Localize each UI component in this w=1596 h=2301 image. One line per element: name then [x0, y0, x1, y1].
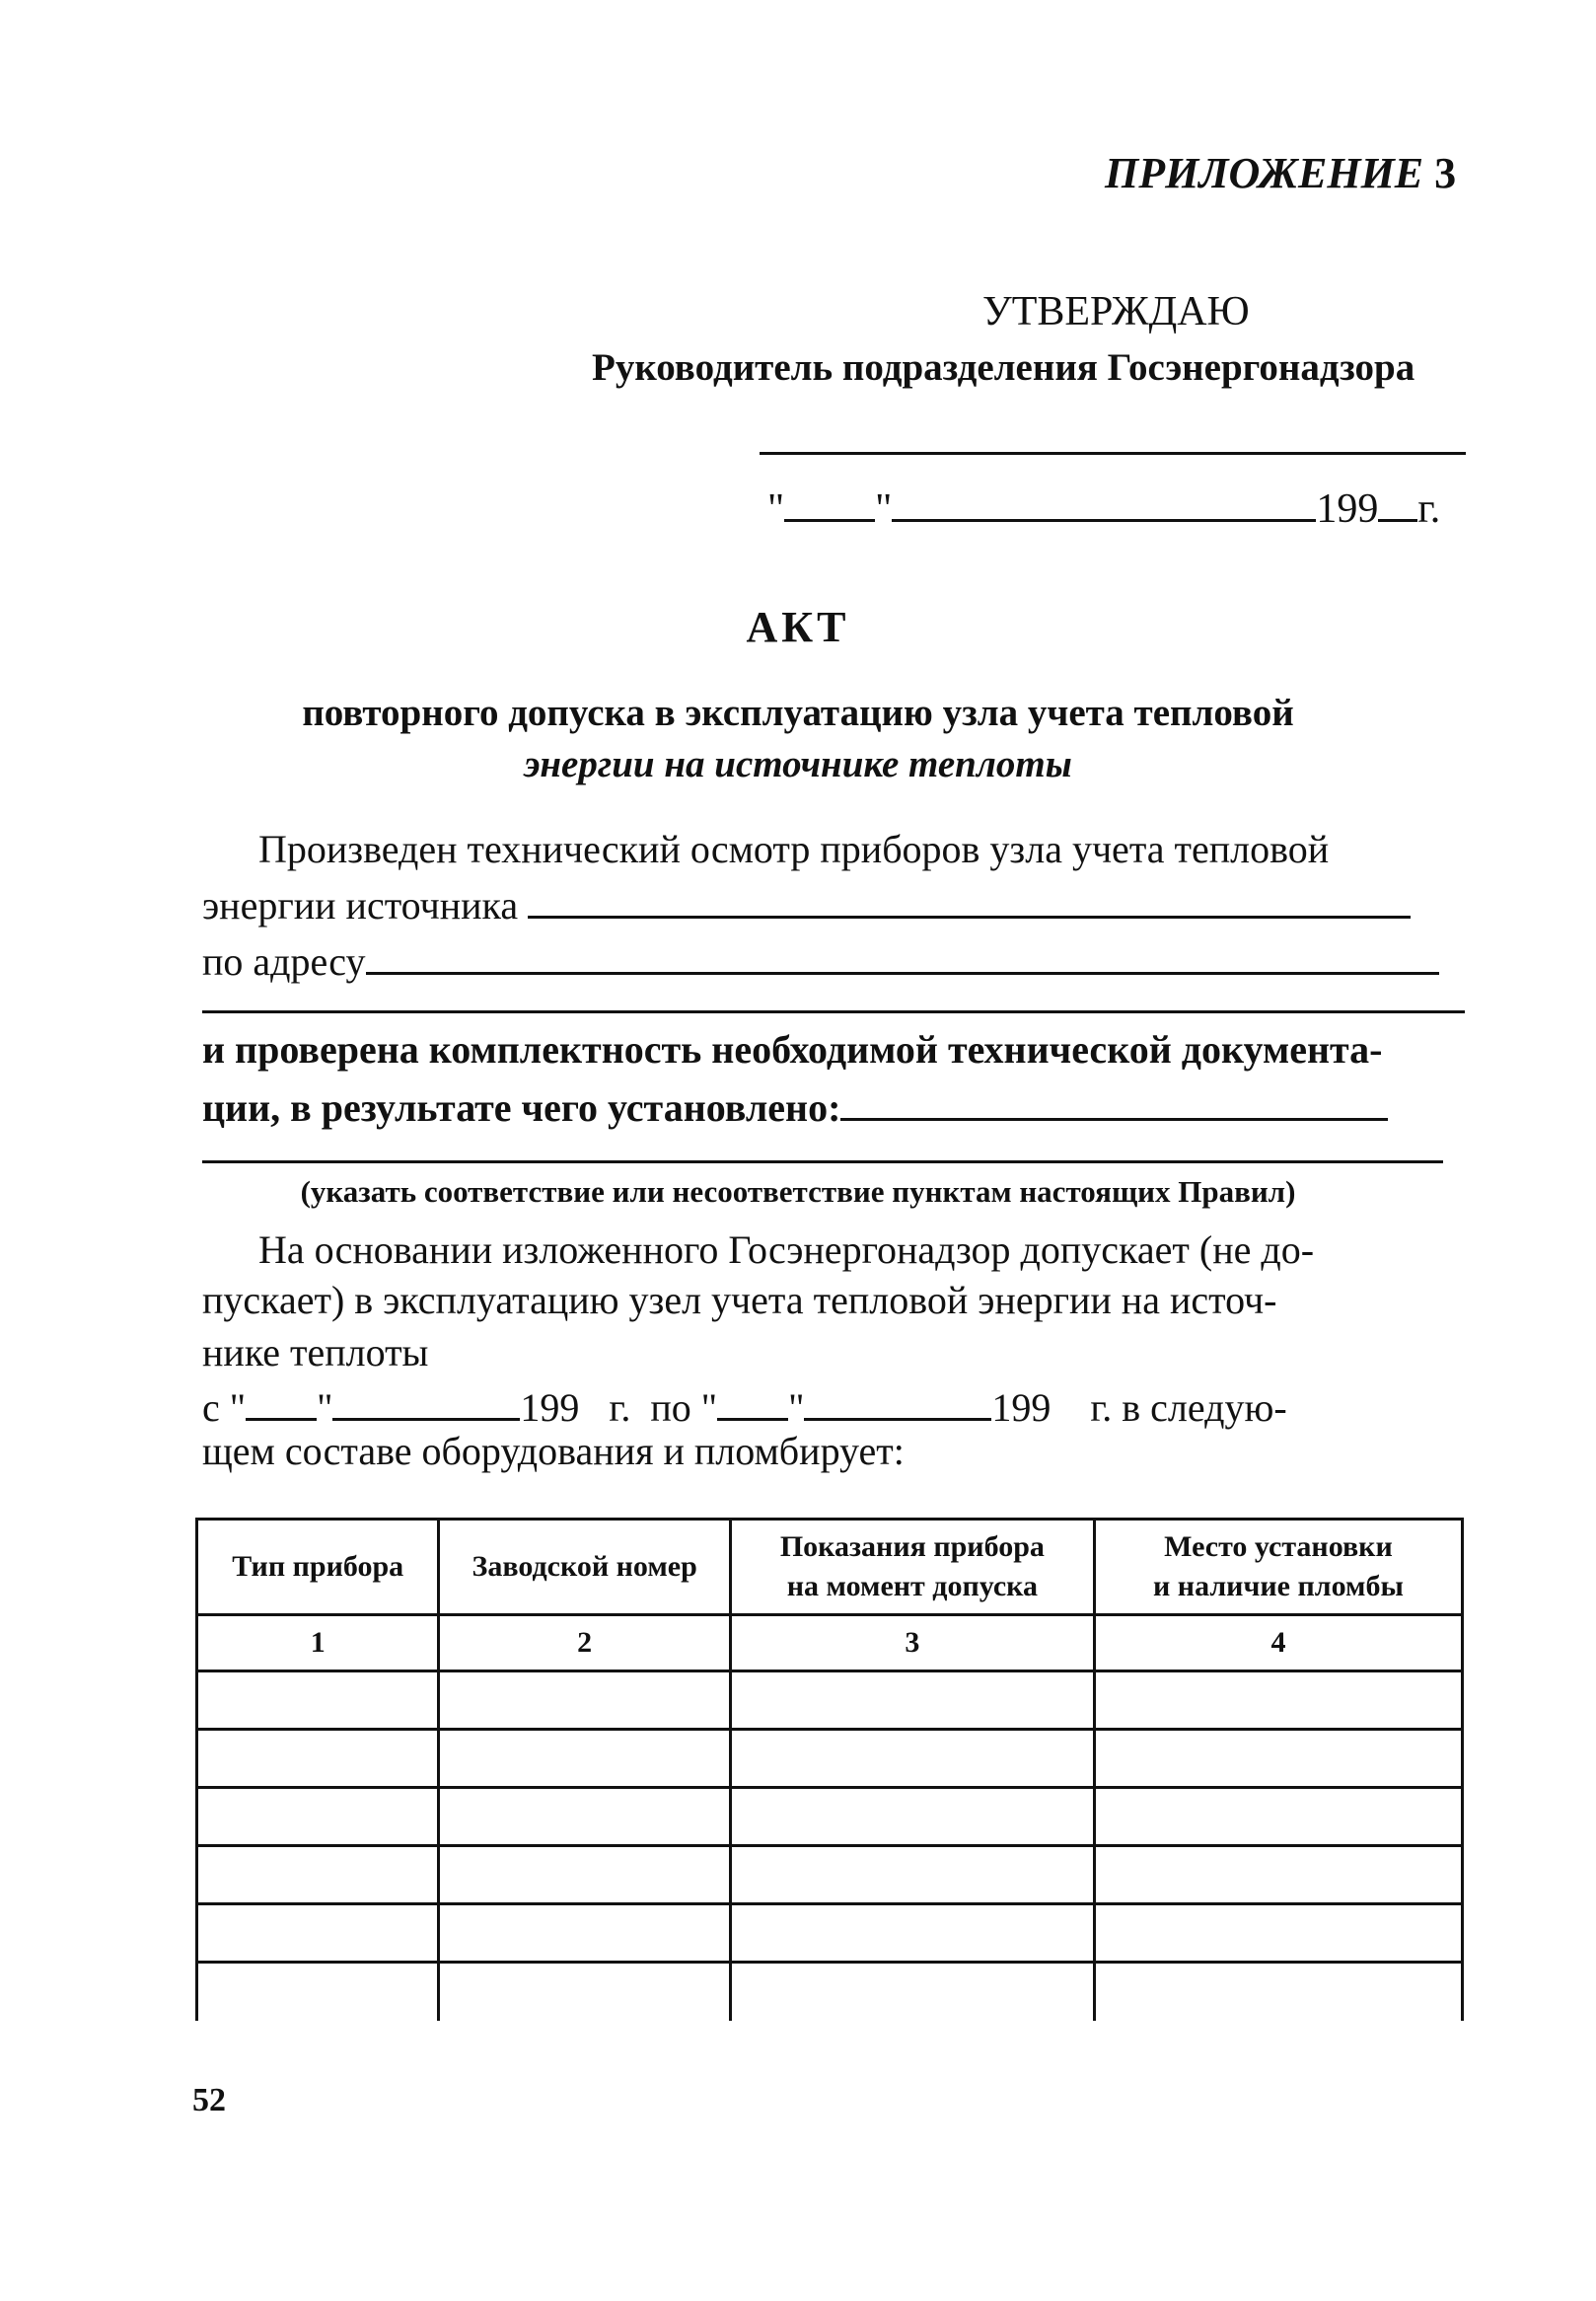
body-line-9: нике теплоты — [202, 1330, 429, 1374]
table-cell — [730, 1904, 1094, 1963]
table-cell — [197, 1904, 439, 1963]
table-cell — [439, 1963, 730, 2022]
period-line: с " " 199 г. по " " 199 г. в следую- — [202, 1378, 1287, 1431]
column-number: 1 — [197, 1615, 439, 1671]
table-cell — [439, 1730, 730, 1788]
header-readings: Показания прибора на момент допуска — [730, 1520, 1094, 1615]
header-serial-number: Заводской номер — [439, 1520, 730, 1615]
header-install-location: Место установки и наличие пломбы — [1094, 1520, 1462, 1615]
table-cell — [197, 1963, 439, 2022]
approval-date-line: " " 199 г. — [767, 478, 1440, 533]
source-field: энергии источника — [202, 876, 1411, 928]
body-line-11: щем составе оборудования и пломбирует: — [202, 1429, 905, 1473]
act-title: АКТ — [746, 603, 850, 651]
note-caption: (указать соответствие или несоответствие пунктам настоящих Правил) — [300, 1174, 1296, 1209]
result-field: ции, в результате чего установлено: — [202, 1078, 1388, 1131]
appendix-heading — [1105, 148, 1456, 198]
table-cell — [1094, 1846, 1462, 1904]
year-blank — [1378, 478, 1417, 522]
address-field: по адресу — [202, 932, 1439, 985]
table-cell — [730, 1788, 1094, 1846]
table-row — [197, 1846, 1463, 1904]
table-cell — [1094, 1730, 1462, 1788]
table-cell — [1094, 1788, 1462, 1846]
table-cell — [1094, 1963, 1462, 2022]
table-row — [197, 1904, 1463, 1963]
to-day-blank — [717, 1378, 788, 1421]
table-row — [197, 1671, 1463, 1730]
table-cell — [439, 1788, 730, 1846]
table-cell — [730, 1730, 1094, 1788]
result-continuation-line — [202, 1160, 1443, 1163]
approval-word: УТВЕРЖДАЮ — [982, 289, 1250, 334]
table-row — [197, 1788, 1463, 1846]
table-cell — [439, 1904, 730, 1963]
approval-role: Руководитель подразделения Госэнергонадзора — [592, 346, 1415, 389]
column-number: 3 — [730, 1615, 1094, 1671]
table-header-row — [197, 1520, 1463, 1615]
from-day-blank — [246, 1378, 317, 1421]
table-cell — [1094, 1904, 1462, 1963]
body-line-5: и проверена комплектность необходимой технической документа- — [202, 1027, 1383, 1072]
column-number: 2 — [439, 1615, 730, 1671]
table-cell — [197, 1730, 439, 1788]
address-blank — [366, 932, 1439, 975]
day-blank — [784, 478, 875, 522]
header-device-type: Тип прибора — [197, 1520, 439, 1615]
body-line-7: На основании изложенного Госэнергонадзор допускает (не до- — [258, 1227, 1315, 1272]
signature-line — [760, 452, 1466, 455]
appendix-number: 3 — [1434, 149, 1457, 197]
table-cell — [439, 1671, 730, 1730]
table-cell — [1094, 1671, 1462, 1730]
act-subtitle-line2: энергии на источнике теплоты — [524, 743, 1072, 785]
table-row — [197, 1730, 1463, 1788]
body-line-1: Произведен технический осмотр приборов узла учета тепловой — [258, 827, 1330, 871]
from-month-blank — [332, 1378, 520, 1421]
source-blank — [528, 876, 1411, 919]
to-month-blank — [804, 1378, 991, 1421]
table-cell — [197, 1788, 439, 1846]
month-blank — [892, 478, 1316, 522]
page-number: 52 — [192, 2082, 226, 2118]
table-cell — [730, 1963, 1094, 2022]
table-cell — [730, 1846, 1094, 1904]
table-row — [197, 1963, 1463, 2022]
body-line-8: пускает) в эксплуатацию узел учета тепловой энергии на источ- — [202, 1278, 1277, 1322]
column-number-row — [197, 1615, 1463, 1671]
appendix-label: ПРИЛОЖЕНИЕ — [1105, 149, 1424, 197]
table-cell — [730, 1671, 1094, 1730]
table-cell — [197, 1671, 439, 1730]
result-blank — [840, 1078, 1388, 1121]
act-subtitle-line1: повторного допуска в эксплуатацию узла учета тепловой — [302, 692, 1294, 734]
table-cell — [197, 1846, 439, 1904]
table-cell — [439, 1846, 730, 1904]
column-number: 4 — [1094, 1615, 1462, 1671]
equipment-table — [195, 1518, 1464, 2021]
address-continuation-line — [202, 1010, 1465, 1013]
